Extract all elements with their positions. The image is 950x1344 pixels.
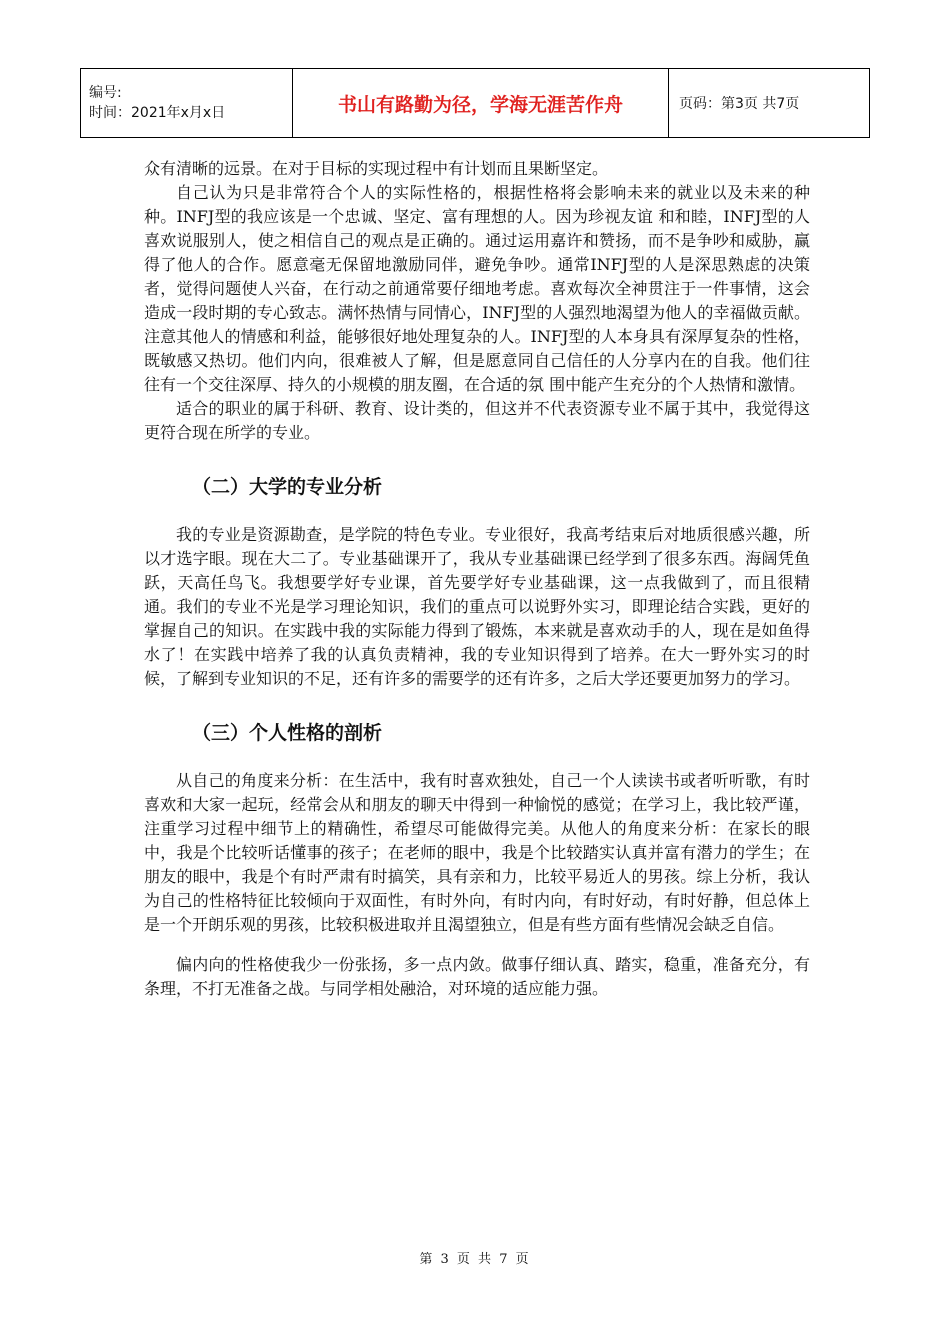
doc-time-label: 时间：2021年x月x日	[89, 105, 226, 121]
paragraph-major: 我的专业是资源勘查，是学院的特色专业。专业很好，我高考结束后对地质很感兴趣，所以才选字眼。现在大二了。专业基础课开了，我从专业基础课已经学到了很多东西。海阔凭鱼跃，天高任鸟飞。我想要学好专业课，首先要学好专业基础课，这一点我做到了，而且很精通。我们的专业不光是学习理论知识，我们的重点可以说野外实习，即理论结合实践，更好的掌握自己的知识。在实践中我的实际能力得到了锻炼，本来就是喜欢动手的人，现在是如鱼得水了！在实践中培养了我的认真负责精神，我的专业知识得到了培养。在大一野外实习的时候，了解到专业知识的不足，还有许多的需要学的还有许多，之后大学还要更加努力的学习。	[144, 525, 810, 688]
paragraph-personality: 从自己的角度来分析：在生活中，我有时喜欢独处，自己一个人读读书或者听听歌，有时喜欢和大家一起玩，经常会从和朋友的聊天中得到一种愉悦的感觉；在学习上，我比较严谨，注重学习过程中细节上的精确性，希望尽可能做得完美。从他人的角度来分析：在家长的眼中，我是个比较听话懂事的孩子；在老师的眼中，我是个比较踏实认真并富有潜力的学生；在朋友的眼中，我是个有时严肃有时搞笑，具有亲和力，比较平易近人的男孩。综上分析，我认为自己的性格特征比较倾向于双面性，有时外向，有时内向，有时好动，有时好静，但总体上是一个开朗乐观的男孩，比较积极进取并且渴望独立，但是有些方面有些情况会缺乏自信。	[144, 771, 810, 934]
doc-number-label: 编号:	[89, 85, 122, 101]
section-heading-major: （二）大学的专业分析	[192, 476, 383, 498]
header-motto: 书山有路勤为径，学海无涯苦作舟	[293, 69, 669, 138]
page-footer: 第 3 页 共 7 页	[419, 1252, 531, 1267]
paragraph-career: 适合的职业的属于科研、教育、设计类的，但这并不代表资源专业不属于其中，我觉得这更符合现在所学的专业。	[144, 399, 810, 442]
header-page-code: 页码：第3页 共7页	[669, 69, 870, 138]
paragraph-introvert: 偏内向的性格使我少一份张扬，多一点内敛。做事仔细认真、踏实，稳重，准备充分，有条理，不打无准备之战。与同学相处融洽，对环境的适应能力强。	[144, 955, 810, 998]
header-table	[80, 68, 870, 138]
document-body	[144, 157, 810, 1001]
paragraph-continued: 众有清晰的远景。在对于目标的实现过程中有计划而且果断坚定。	[144, 159, 609, 178]
header-info-cell	[81, 69, 293, 138]
paragraph-infj: 自己认为只是非常符合个人的实际性格的，根据性格将会影响未来的就业以及未来的种种。INFJ型的我应该是一个忠诚、坚定、富有理想的人。因为珍视友谊 和和睦，INFJ型的人喜欢说服别人，使之相信自己的观点是正确的。通过运用嘉许和赞扬，而不是争吵和威胁，赢得了他人的合作。愿意毫无保留地激励同伴，避免争吵。通常INFJ型的人是深思熟虑的决策者，觉得问题使人兴奋，在行动之前通常要仔细地考虑。喜欢每次全神贯注于一件事情，这会造成一段时期的专心致志。满怀热情与同情心，INFJ型的人强烈地渴望为他人的幸福做贡献。注意其他人的情感和利益，能够很好地处理复杂的人。INFJ型的人本身具有深厚复杂的性格，既敏感又热切。他们内向，很难被人了解，但是愿意同自己信任的人分享内在的自我。他们往往有一个交往深厚、持久的小规模的朋友圈，在合适的氛 围中能产生充分的个人热情和激情。	[144, 183, 810, 394]
section-heading-personality: （三）个人性格的剖析	[192, 722, 383, 744]
